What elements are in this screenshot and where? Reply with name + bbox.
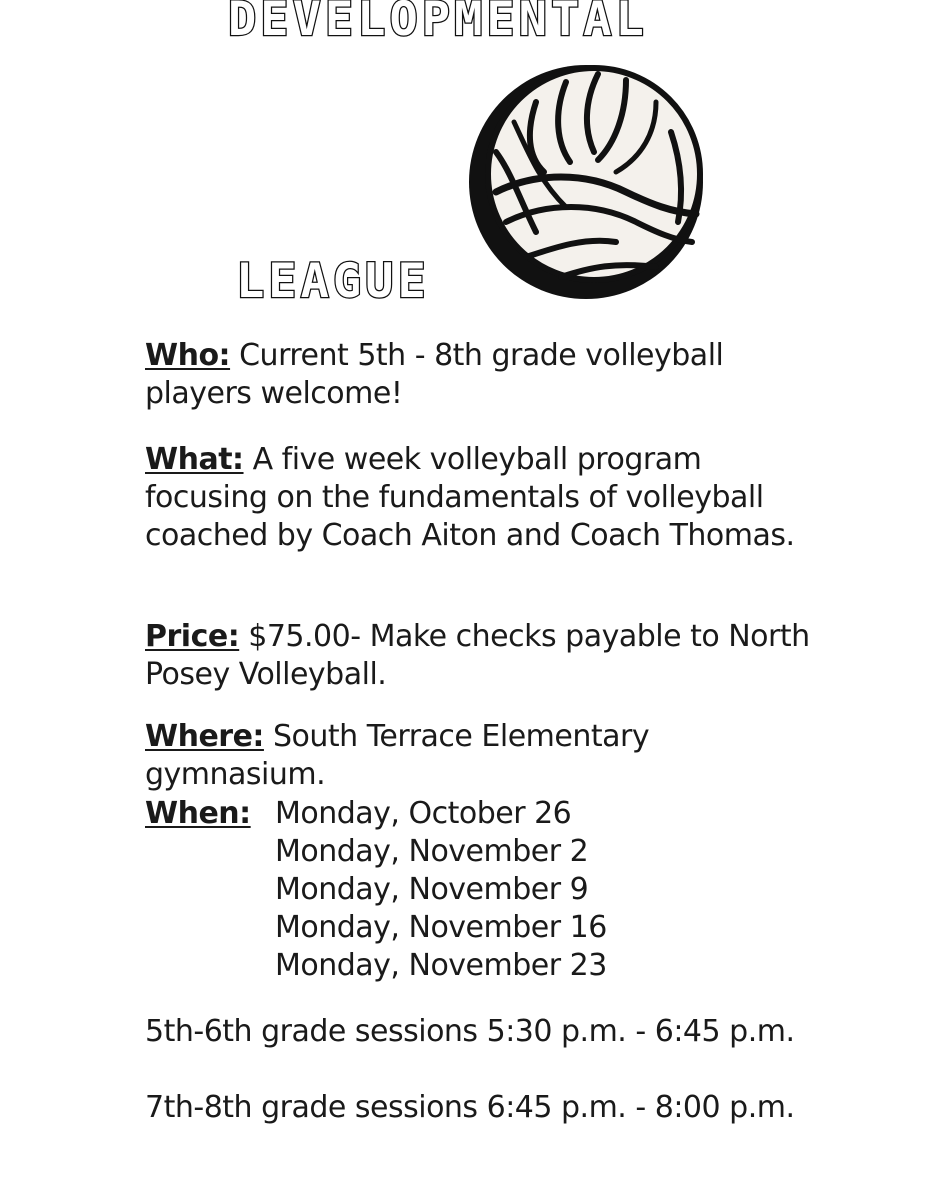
- session-7th-8th: 7th-8th grade sessions 6:45 p.m. - 8:00 p.m.: [145, 1090, 795, 1125]
- price-label: Price:: [145, 619, 240, 654]
- when-dates-list: [275, 795, 607, 985]
- who-section: [145, 337, 825, 413]
- what-label: What:: [145, 442, 244, 477]
- who-label: Who:: [145, 338, 231, 373]
- price-text: $75.00- Make checks payable to North Posey Volleyball.: [145, 619, 810, 692]
- where-section: [145, 718, 825, 794]
- date-item: Monday, November 2: [275, 834, 589, 869]
- date-item: Monday, October 26: [275, 796, 572, 831]
- headline-developmental: DEVELOPMENTAL: [228, 0, 648, 47]
- what-section: [145, 441, 825, 555]
- date-item: Monday, November 9: [275, 872, 589, 907]
- price-section: [145, 618, 825, 694]
- headline-league: LEAGUE: [236, 254, 430, 309]
- where-text: South Terrace Elementary gymnasium.: [145, 719, 650, 792]
- what-text: A five week volleyball program focusing on the fundamentals of volleyball coached by Coach Aiton and Coach Thomas.: [145, 442, 795, 553]
- who-text: Current 5th - 8th grade volleyball players welcome!: [145, 338, 724, 411]
- session-5th-6th: 5th-6th grade sessions 5:30 p.m. - 6:45 p.m.: [145, 1014, 795, 1049]
- when-label: When:: [145, 796, 251, 831]
- volleyball-icon: [466, 62, 706, 302]
- where-label: Where:: [145, 719, 264, 754]
- when-section: [145, 795, 251, 833]
- date-item: Monday, November 16: [275, 910, 607, 945]
- date-item: Monday, November 23: [275, 948, 607, 983]
